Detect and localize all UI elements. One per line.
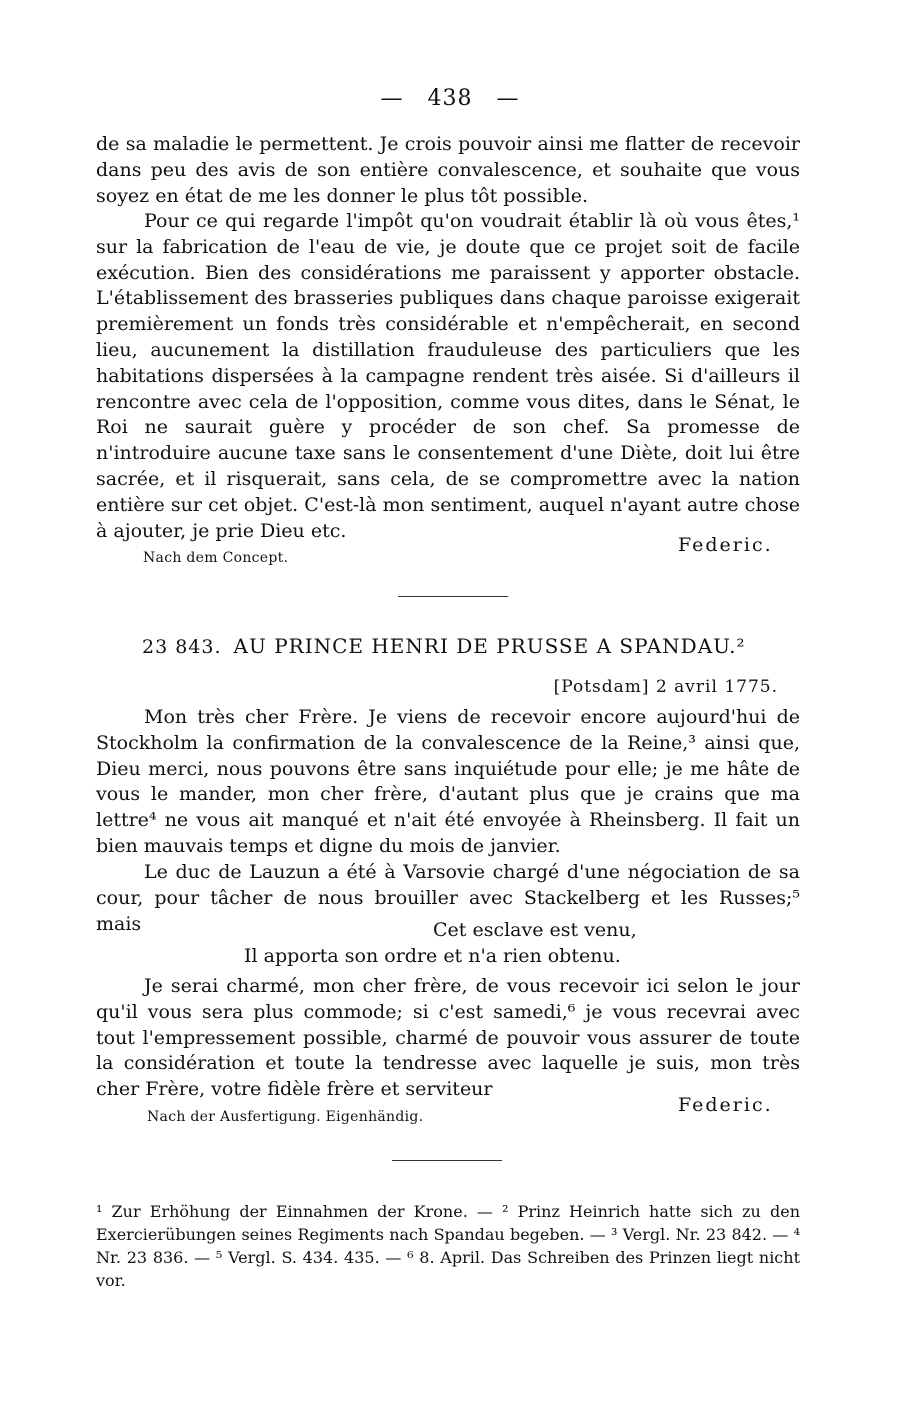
letter2-paragraph3: Je serai charmé, mon cher frère, de vous recevoir ici selon le jour qu'il vous sera plus commode; si c'est samedi,⁶ je vous recevrai avec tout l'empressement possible, charmé de pouvoir vous assurer de toute la considération et toute la tendresse avec laquelle je suis, mon très cher Frère, votre fidèle frère et serviteur bbox=[96, 975, 800, 1101]
letter2-source-note: Nach der Ausfertigung. Eigenhändig. bbox=[147, 1109, 424, 1125]
dash-left: — bbox=[380, 86, 404, 111]
letter2-title: AU PRINCE HENRI DE PRUSSE A SPANDAU.² bbox=[233, 634, 746, 658]
letter2-paragraph1: Mon très cher Frère. Je viens de recevoir encore aujourd'hui de Stockholm la confirmation de la convalescence de la Reine,³ ainsi que, Dieu merci, nous pouvons être sans inquiétude pour elle; je me hâte de vous le mander, mon cher frère, d'autant plus que je crains que ma lettre⁴ ne vous ait manqué et n'ait été envoyée à Rheinsberg. Il fait un bien mauvais temps et digne du mois de janvier. bbox=[96, 706, 800, 857]
letter1-paragraph2: Pour ce qui regarde l'impôt qu'on voudrait établir là où vous êtes,¹ sur la fabrication de l'eau de vie, je doute que ce projet soit de facile exécution. Bien des considérations me paraissent y apporter obstacle. L'établissement des brasseries publiques dans chaque paroisse exigerait premièrement un fonds très considérable et n'empêcherait, en second lieu, aucunement la distillation frauduleuse des particuliers que les habitations dispersées à la campagne rendent très aisée. Si d'ailleurs il rencontre avec cela de l'opposition, comme vous dites, dans le Sénat, le Roi ne saurait guère y procéder de son chef. Sa promesse de n'introduire aucune taxe sans le consentement d'une Diète, doit lui être sacrée, et il risquerait, sans cela, de se compromettre avec la nation entière sur cet objet. C'est-là mon sentiment, auquel n'ayant autre chose à ajouter, je prie Dieu etc. bbox=[96, 210, 800, 542]
letter1-paragraph1: de sa maladie le permettent. Je crois pouvoir ainsi me flatter de recevoir dans peu des avis de son entière convalescence, et souhaite que vous soyez en état de me les donner le plus tôt possible. bbox=[96, 133, 800, 207]
letter2-paragraph2: Le duc de Lauzun a été à Varsovie chargé d'une négociation de sa cour, pour tâcher de nous brouiller avec Stackelberg et les Russes;⁵ mais bbox=[96, 861, 800, 935]
letter1-signature: Federic. bbox=[678, 534, 773, 556]
letter1-source-note: Nach dem Concept. bbox=[143, 550, 289, 566]
dash-right: — bbox=[496, 86, 520, 111]
section-divider bbox=[398, 596, 508, 597]
letter2-dateline: [Potsdam] 2 avril 1775. bbox=[553, 677, 778, 697]
letter2-heading bbox=[142, 634, 746, 658]
footnote-divider bbox=[392, 1160, 502, 1161]
letter2-number: 23 843. bbox=[142, 636, 222, 658]
letter2-signature: Federic. bbox=[678, 1094, 773, 1116]
footnotes: ¹ Zur Erhöhung der Einnahmen der Krone. — ² Prinz Heinrich hatte sich zu den Exercierübungen seines Regiments nach Spandau begeben. — ³ Vergl. Nr. 23 842. — ⁴ Nr. 23 836. — ⁵ Vergl. S. 434. 435. — ⁶ 8. April. Das Schreiben des Prinzen liegt nicht vor. bbox=[96, 1202, 800, 1290]
verse-line-1: Cet esclave est venu, bbox=[433, 919, 637, 941]
page-number: 438 bbox=[427, 86, 473, 111]
page-number-line bbox=[0, 86, 900, 111]
verse-line-2: Il apporta son ordre et n'a rien obtenu. bbox=[244, 945, 621, 967]
